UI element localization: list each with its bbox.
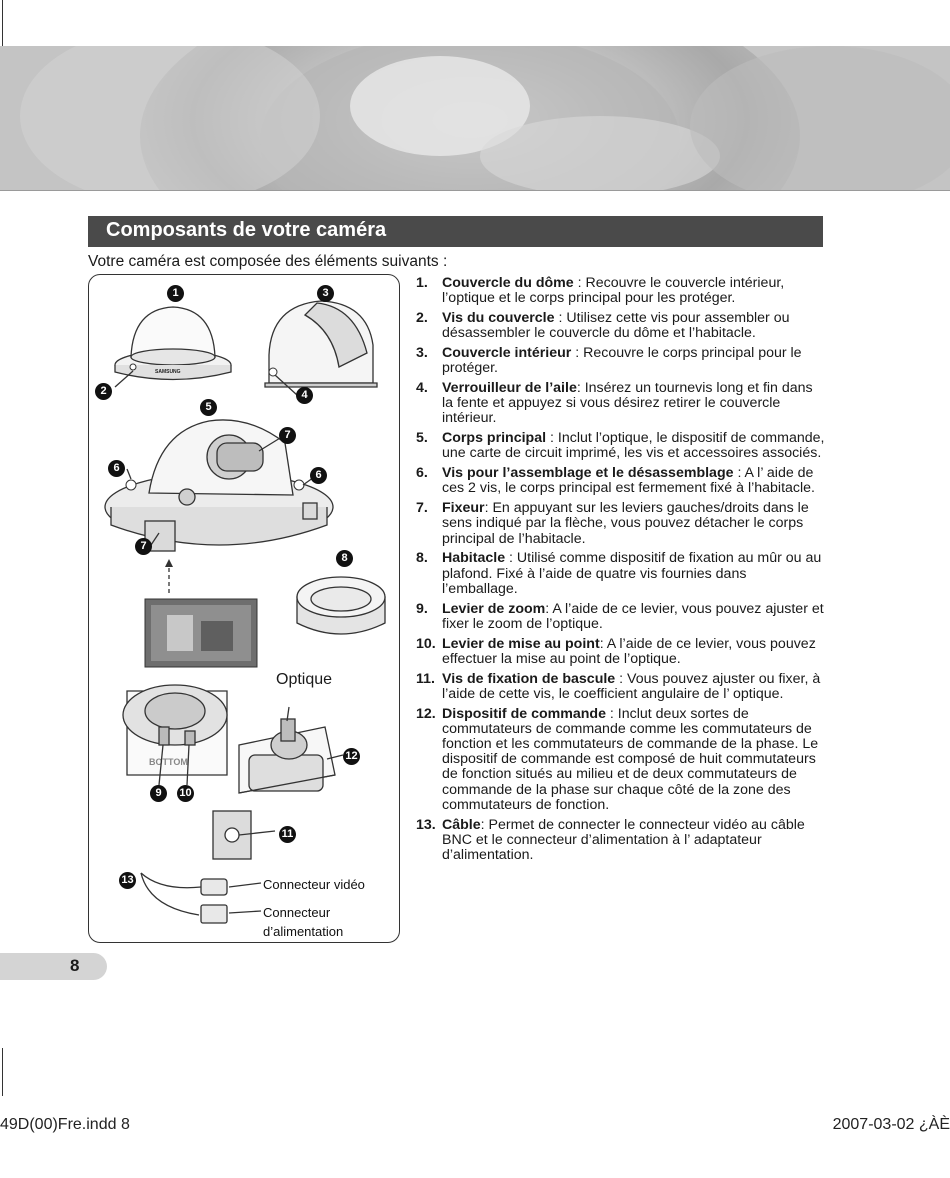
- footer-date-slug: 2007-03-02 ¿ÀÈ: [832, 1116, 950, 1133]
- power-connector-label-line2: d’alimentation: [263, 924, 344, 939]
- callout-badge-11: 11: [279, 826, 296, 843]
- list-item: 12. Dispositif de commande : Inclut deux sortes de commutateurs de commande comme les commutateurs de fonction et les commutateurs de commande de la phase. Le dispositif de commande est composé de huit commutateurs de fonction situés au milieu et de deux commutateurs de commande de la phase sur chaque côté de la zone des commutateurs de fonction.: [416, 705, 819, 813]
- list-item: 11. Vis de fixation de bascule : Vous pouvez ajuster ou fixer, à l’aide de cette vis, le coefficient angulaire de l’ optique.: [416, 670, 821, 702]
- callout-badge-6-right: 6: [310, 467, 327, 484]
- crop-mark-bottom: [2, 1048, 3, 1096]
- callout-badge-8: 8: [336, 550, 353, 567]
- crop-mark-top: [2, 0, 3, 48]
- list-item: 2. Vis du couvercle : Utilisez cette vis pour assembler ou désassembler le couvercle du dôme et l’habitacle.: [416, 310, 790, 342]
- section-title-bar: [88, 216, 823, 247]
- callout-badge-5: 5: [200, 399, 217, 416]
- component-list: [416, 276, 826, 868]
- callout-badge-6-left: 6: [108, 460, 125, 477]
- page-number: 8: [70, 956, 80, 975]
- list-item: 7. Fixeur: En appuyant sur les leviers gauches/droits dans le sens indiqué par la flèche, vous pouvez détacher le corps principal de l’habitacle.: [416, 500, 809, 547]
- list-item: 10. Levier de mise au point: A l’aide de ce levier, vous pouvez effectuer la mise au point de l’optique.: [416, 635, 816, 667]
- callout-badge-7-bottom: 7: [135, 538, 152, 555]
- callout-badge-10: 10: [177, 785, 194, 802]
- callout-badge-12: 12: [343, 748, 360, 765]
- video-connector-label: Connecteur vidéo: [263, 877, 365, 892]
- list-item: 9. Levier de zoom: A l’aide de ce levier, vous pouvez ajuster et fixer le zoom de l’optique.: [416, 600, 824, 632]
- list-item: 13. Câble: Permet de connecter le connecteur vidéo au câble BNC et le connecteur d’alimentation à l’ adaptateur d’alimentation.: [416, 816, 805, 864]
- bottom-marking: BOTTOM: [149, 757, 188, 767]
- callout-badge-9: 9: [150, 785, 167, 802]
- list-item: 6. Vis pour l’assemblage et le désassemblage : A l’ aide de ces 2 vis, le corps principal est fermement fixé à l’habitacle.: [416, 465, 815, 497]
- section-title: Composants de votre caméra: [106, 219, 387, 241]
- intro-text: Votre caméra est composée des éléments suivants :: [88, 253, 448, 270]
- callout-badge-7-top: 7: [279, 427, 296, 444]
- components-figure: [88, 274, 400, 943]
- brand-marking: SAMSUNG: [155, 369, 181, 375]
- camera-components-illustration: [89, 275, 401, 944]
- list-item: 8. Habitacle : Utilisé comme dispositif de fixation au mûr ou au plafond. Fixé à l’aide de quatre vis fournies dans l’emballage.: [416, 550, 822, 597]
- callout-badge-3: 3: [317, 285, 334, 302]
- page-number-tab: [0, 953, 107, 980]
- list-item: 1. Couvercle du dôme : Recouvre le couvercle intérieur, l’optique et le corps principal pour les protéger.: [416, 275, 785, 307]
- callout-badge-4: 4: [296, 387, 313, 404]
- power-connector-label-line1: Connecteur: [263, 905, 331, 920]
- footer-file-slug: 49D(00)Fre.indd 8: [0, 1116, 130, 1133]
- optique-label: Optique: [276, 671, 333, 688]
- header-banner-image: [0, 46, 950, 191]
- callout-badge-1: 1: [167, 285, 184, 302]
- list-item: 3. Couvercle intérieur : Recouvre le corps principal pour le protéger.: [416, 345, 802, 377]
- callout-badge-13: 13: [119, 872, 136, 889]
- list-item: 5. Corps principal : Inclut l’optique, le dispositif de commande, une carte de circuit imprimé, les vis et accessoires associés.: [416, 430, 825, 462]
- callout-badge-2: 2: [95, 383, 112, 400]
- list-item: 4. Verrouilleur de l’aile: Insérez un tournevis long et fin dans la fente et appuyez si vous désirez retirer le couvercle intérieur.: [416, 380, 813, 427]
